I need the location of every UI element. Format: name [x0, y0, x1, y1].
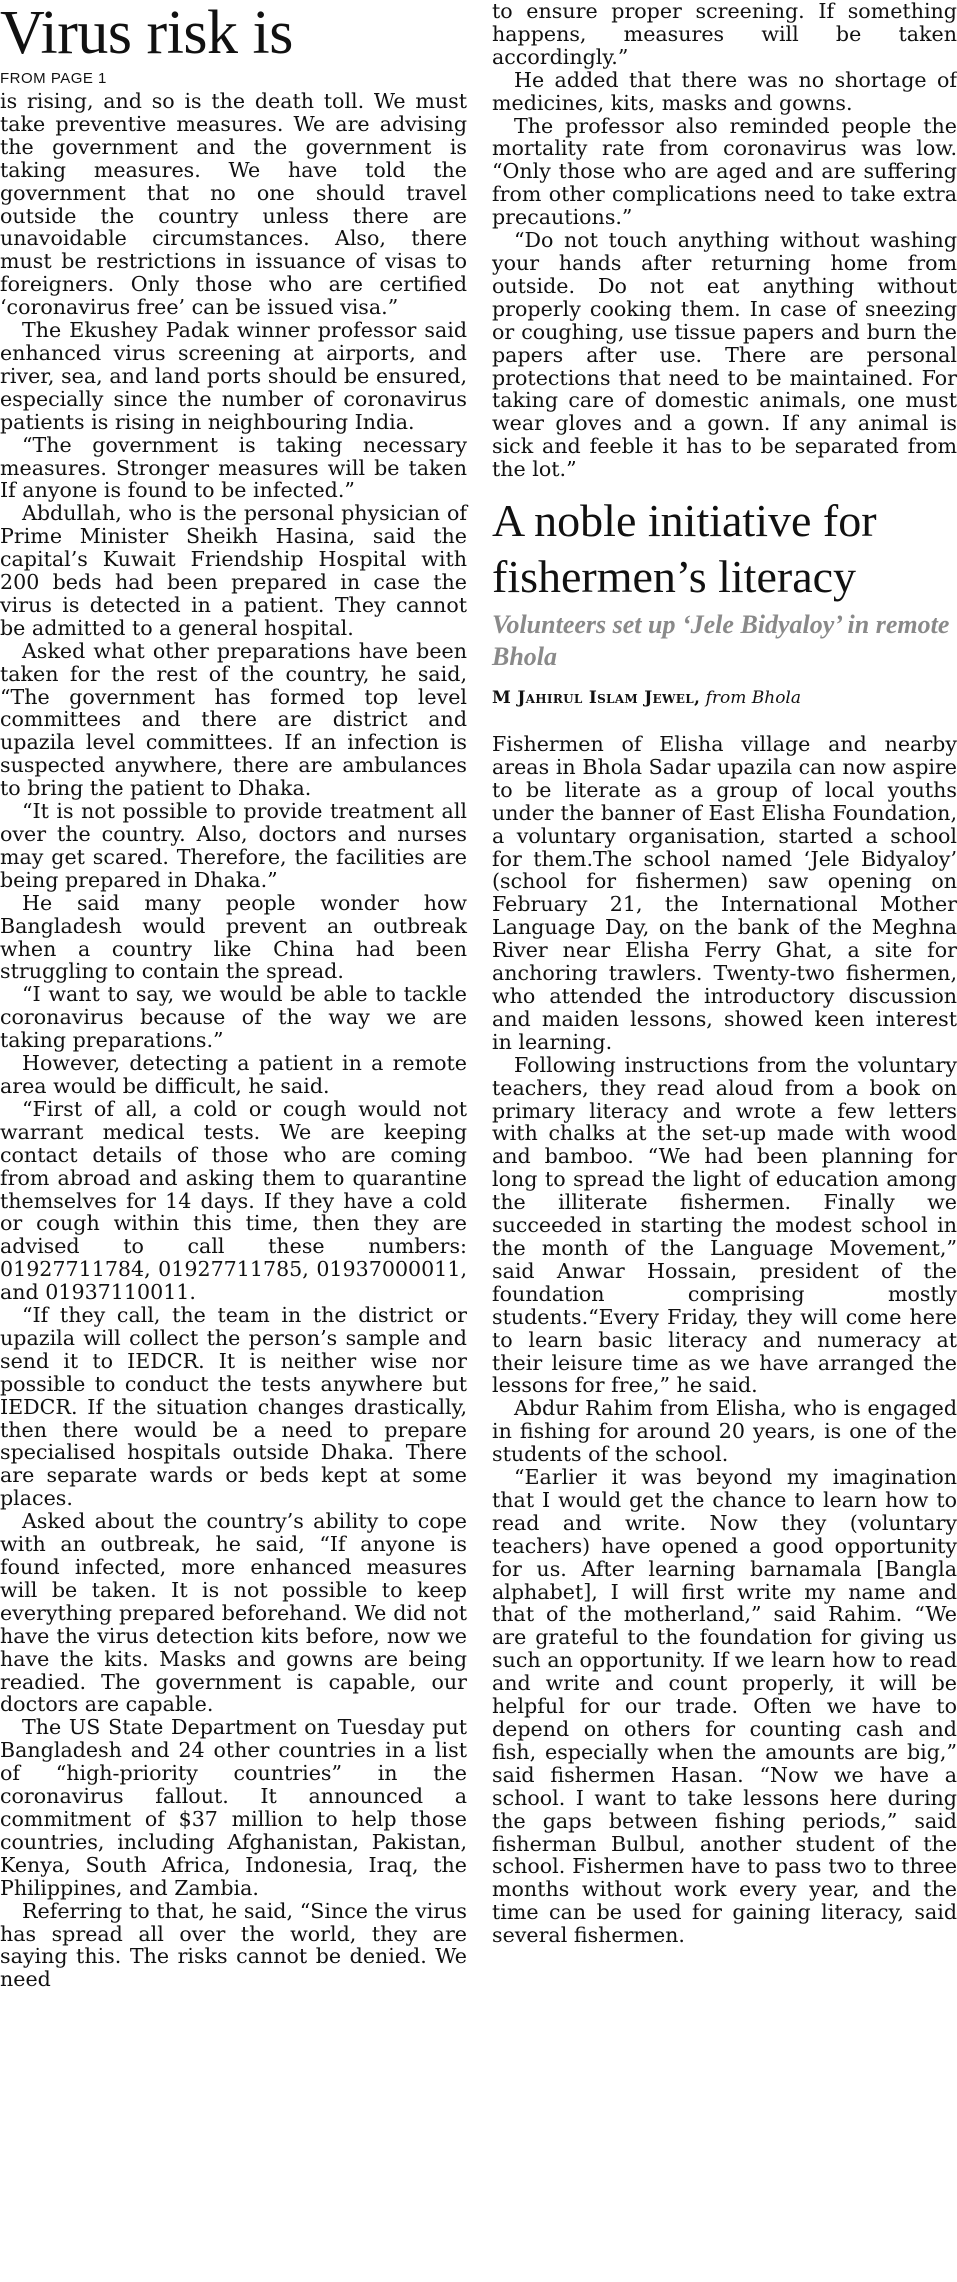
- article-paragraph: “Do not touch anything without washing your hands after returning home from outside. Do not eat anything without properly cooking them. In case of sneezing or coughing, use tissue papers and burn the papers after use. There are personal protections that need to be maintained. For taking care of domestic animals, one must wear gloves and a gown. If any animal is sick and feeble it has to be separated from the lot.”: [492, 228, 957, 482]
- article-paragraph: is rising, and so is the death toll. We must take preventive measures. We are advising the government and the government is taking measures. We have told the government that no one should travel outside the country unless there are unavoidable circumstances. Also, there must be restrictions in issuance of visas to foreigners. Only those who are certified ‘coronavirus free’ can be issued visa.”: [0, 89, 467, 320]
- byline-name: M Jahirul Islam Jewel,: [492, 688, 701, 709]
- article-paragraph: Asked about the country’s ability to cope with an outbreak, he said, “If anyone is found infected, more enhanced measures will be taken. It is not possible to keep everything prepared beforehand. We did not have the virus detection kits before, now we have the kits. Masks and gowns are being readied. The government is capable, our doctors are capable.: [0, 1509, 467, 1717]
- article-paragraph: The professor also reminded people the mortality rate from coronavirus was low. “Only those who are aged and are suffering from other complications need to take extra precautions.”: [492, 113, 957, 230]
- article-paragraph: Abdur Rahim from Elisha, who is engaged in fishing for around 20 years, is one of the students of the school.: [492, 1396, 957, 1467]
- article-paragraph: Fishermen of Elisha village and nearby areas in Bhola Sadar upazila can now aspire to be literate as a group of local youths under the banner of East Elisha Foundation, a voluntary organisation, started a school for them.The school named ‘Jele Bidyaloy’ (school for fishermen) saw opening on February 21, the International Mother Language Day, on the bank of the Meghna River near Elisha Ferry Ghat, a site for anchoring trawlers. Twenty-two fishermen, who attended the introductory discussion and maiden lessons, showed keen interest in learning.: [492, 732, 957, 1054]
- article-paragraph: He added that there was no shortage of medicines, kits, masks and gowns.: [492, 67, 957, 115]
- article-paragraph: Referring to that, he said, “Since the virus has spread all over the world, they are saying this. The risks cannot be denied. We need: [0, 1898, 467, 1992]
- article-paragraph: “If they call, the team in the district or upazila will collect the person’s sample and send it to IEDCR. It is neither wise nor possible to conduct the tests anywhere but IEDCR. If the situation changes drastically, then there would be a need to prepare specialised hospitals outside Dhaka. There are separate wards or beds kept at some places.: [0, 1303, 467, 1511]
- byline-location: from Bhola: [705, 688, 802, 709]
- story-headline-continued: Virus risk is: [0, 0, 293, 67]
- right-column: [492, 0, 957, 1947]
- left-column: [0, 0, 467, 1991]
- article-paragraph: “The government is taking necessary measures. Stronger measures will be taken If anyone is found to be infected.”: [0, 432, 467, 503]
- article-paragraph: The US State Department on Tuesday put Bangladesh and 24 other countries in a list of “high-priority countries” in the coronavirus fallout. It announced a commitment of $37 million to help those countries, including Afghanistan, Pakistan, Kenya, South Africa, Indonesia, Iraq, the Philippines, and Zambia.: [0, 1715, 467, 1900]
- continued-from-label: FROM PAGE 1: [0, 70, 107, 87]
- story2-subheadline: Volunteers set up ‘Jele Bidyaloy’ in remote Bhola: [492, 610, 950, 672]
- article-paragraph: to ensure proper screening. If something happens, measures will be taken accordingly.”: [492, 0, 957, 69]
- article-paragraph: Asked what other preparations have been taken for the rest of the country, he said, “The government has formed top level committees and there are district and upazila level committees. If an infection is suspected anywhere, there are ambulances to bring the patient to Dhaka.: [0, 638, 467, 801]
- article-paragraph: Abdullah, who is the personal physician of Prime Minister Sheikh Hasina, said the capital’s Kuwait Friendship Hospital with 200 beds had been prepared in case the virus is detected in a patient. They cannot be admitted to a general hospital.: [0, 501, 467, 640]
- article-paragraph: “It is not possible to provide treatment all over the country. Also, doctors and nurses may get scared. Therefore, the facilities are being prepared in Dhaka.”: [0, 799, 467, 892]
- story2-headline: A noble initiative for fishermen’s literacy: [492, 495, 877, 603]
- story2-byline: [492, 687, 957, 709]
- article-paragraph: “First of all, a cold or cough would not warrant medical tests. We are keeping contact details of those who are coming from abroad and asking them to quarantine themselves for 14 days. If they have a cold or cough within this time, then they are advised to call these numbers: 01927711784, 01927711785, 01937000011, and 01937110011.: [0, 1096, 467, 1305]
- article-paragraph: “I want to say, we would be able to tackle coronavirus because of the way we are taking preparations.”: [0, 982, 467, 1053]
- article-paragraph: The Ekushey Padak winner professor said enhanced virus screening at airports, and river, sea, and land ports should be ensured, especially since the number of coronavirus patients is rising in neighbouring India.: [0, 318, 467, 434]
- article-paragraph: Following instructions from the voluntary teachers, they read aloud from a book on primary literacy and wrote a few letters with chalks at the set-up made with wood and bamboo. “We had been planning for long to spread the light of education among the illiterate fishermen. Finally we succeeded in starting the modest school in the month of the Language Movement,” said Anwar Hossain, president of the foundation comprising mostly students.“Every Friday, they will come here to learn basic literacy and numeracy at their leisure time as we have arranged the lessons for free,” he said.: [492, 1052, 957, 1398]
- article-paragraph: However, detecting a patient in a remote area would be difficult, he said.: [0, 1051, 467, 1098]
- article-paragraph: He said many people wonder how Bangladesh would prevent an outbreak when a country like China had been struggling to contain the spread.: [0, 890, 467, 984]
- article-paragraph: “Earlier it was beyond my imagination that I would get the chance to learn how to read and write. Now they (voluntary teachers) have opened a good opportunity for us. After learning barnamala [Bangla alphabet], I will first write my name and that of the motherland,” said Rahim. “We are grateful to the foundation for giving us such an opportunity. If we learn how to read and write and count properly, it will be helpful for our trade. Often we have to depend on others for counting cash and fish, especially when the amounts are big,” said fishermen Hasan. “Now we have a school. I want to take lessons here during the gaps between fishing periods,” said fisherman Bulbul, another student of the school. Fishermen have to pass two to three months without work every year, and the time can be used for gaining literacy, said several fishermen.: [492, 1465, 957, 1948]
